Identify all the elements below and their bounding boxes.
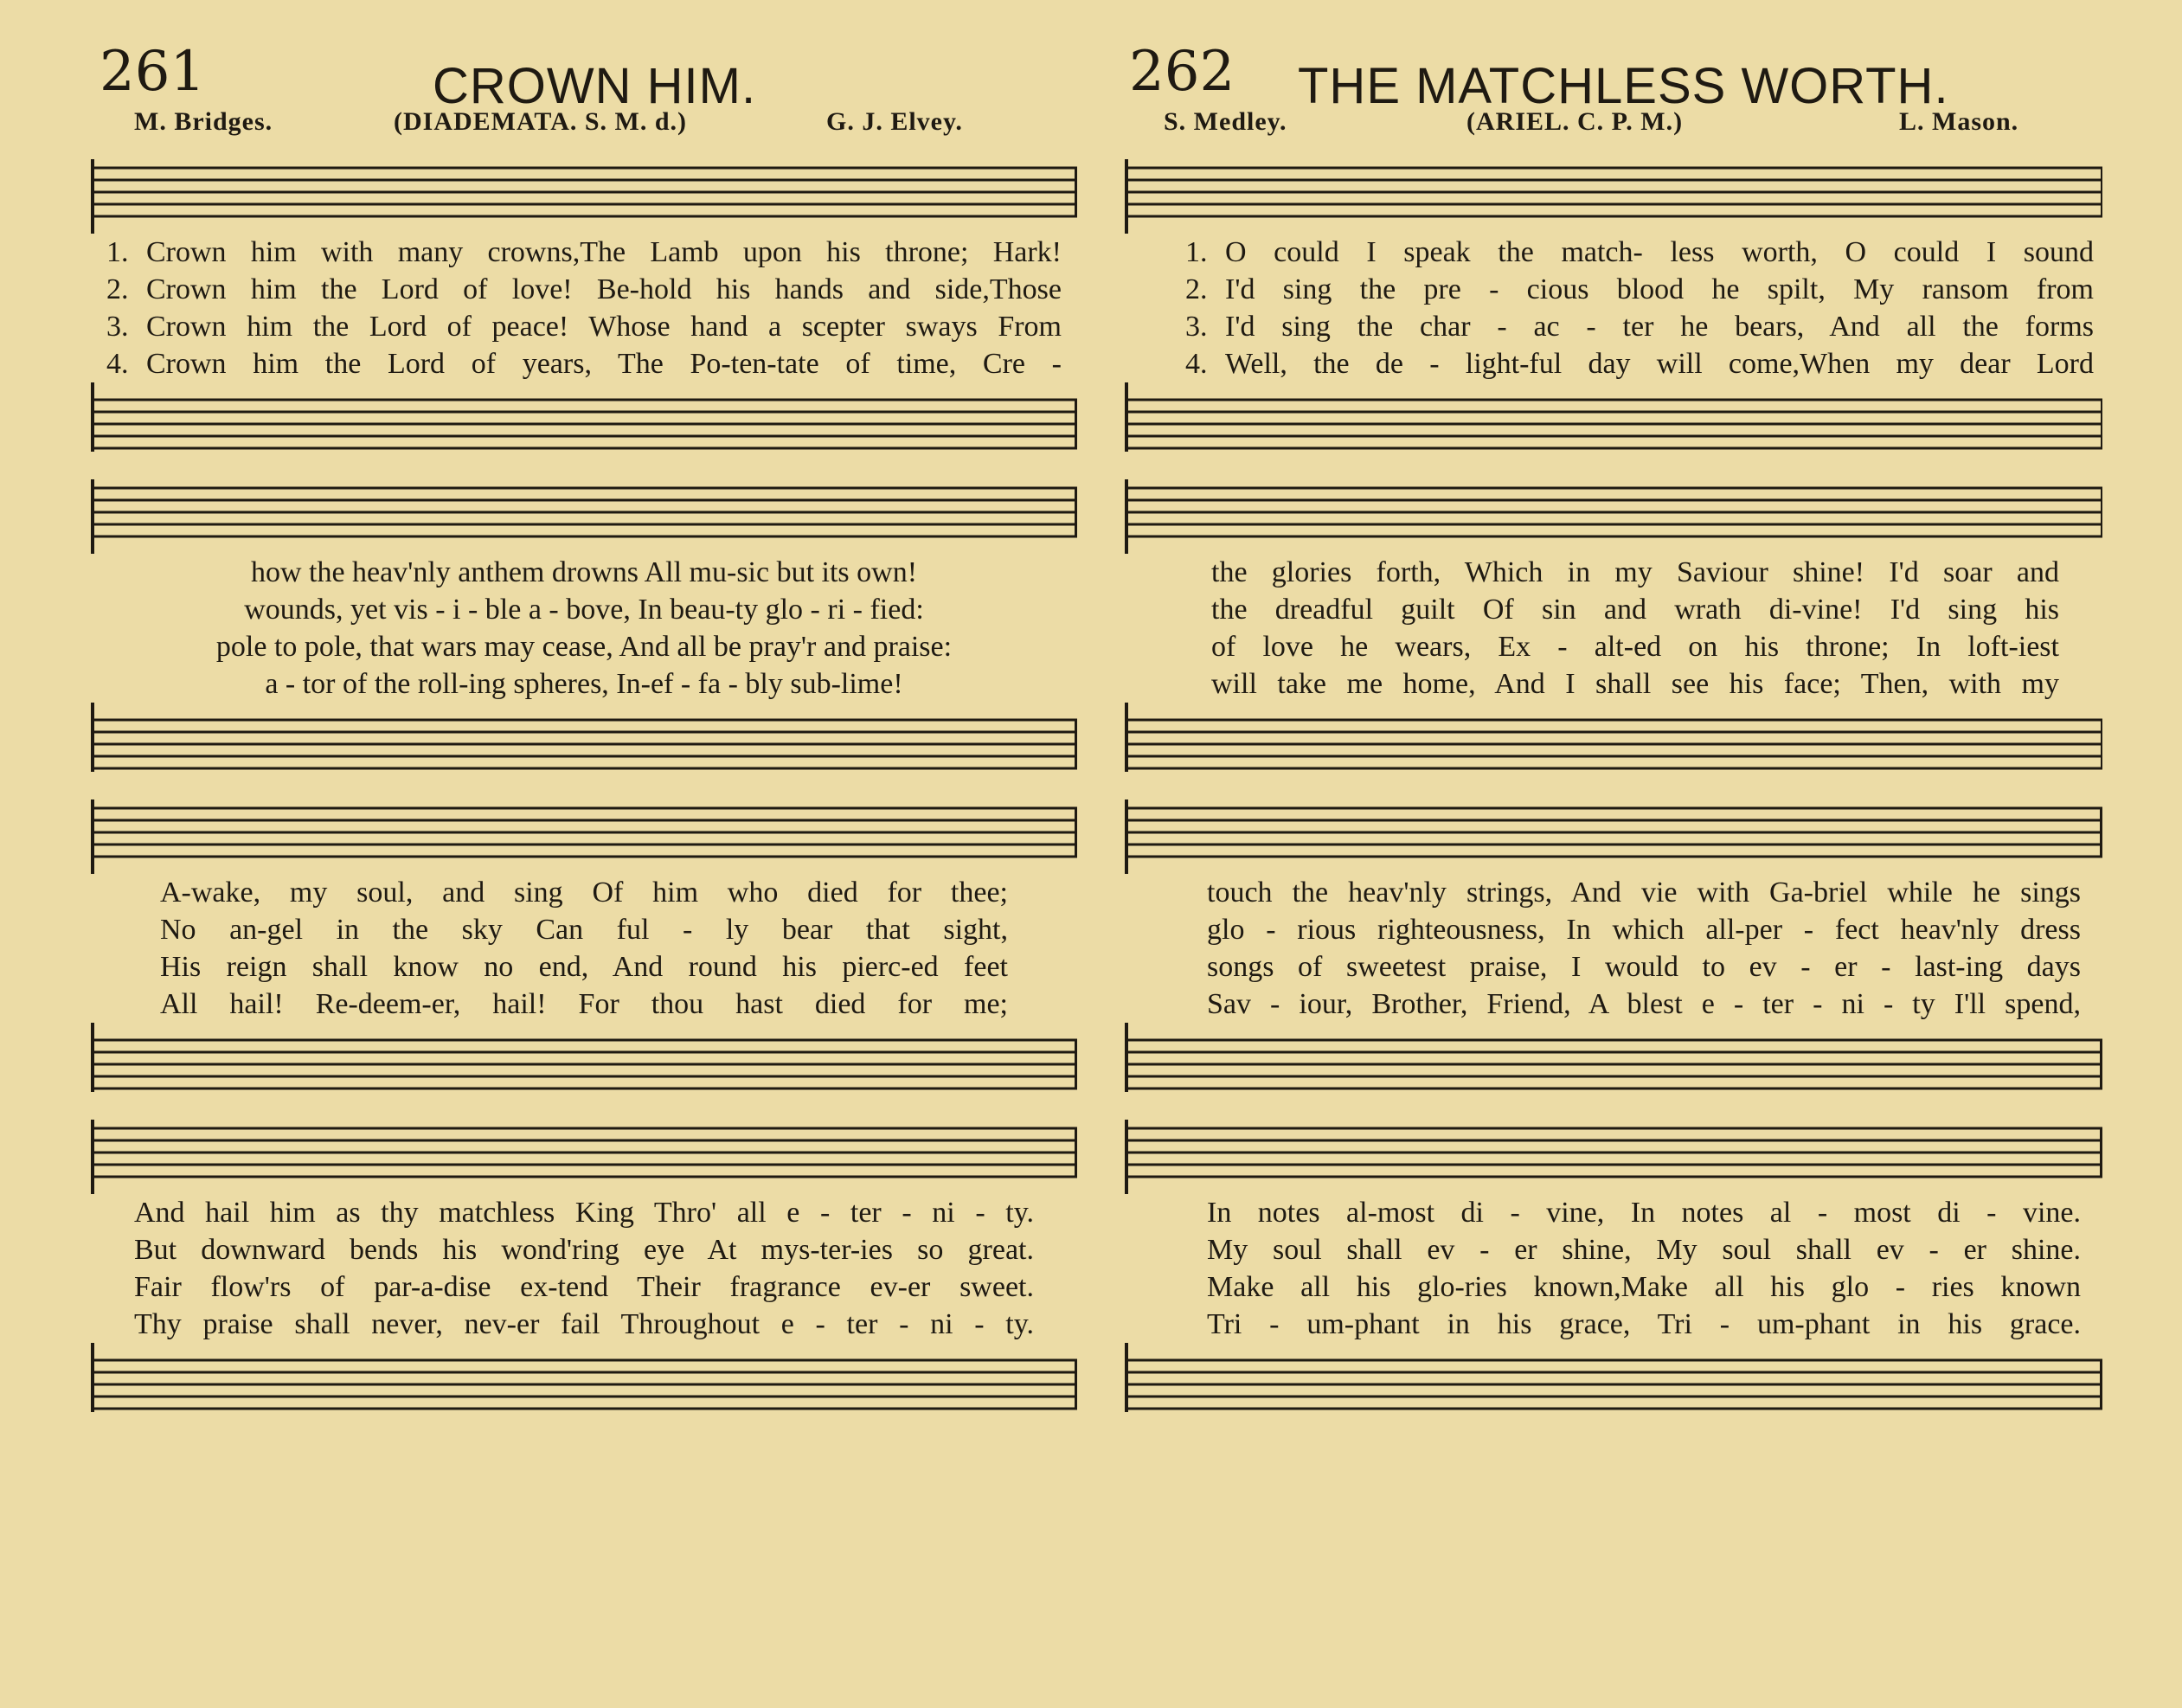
lyric-line <box>1211 554 2059 591</box>
verse-lines <box>1125 554 2102 703</box>
lyric-text: I'd sing the pre - cious blood he spilt, My ransom from <box>1225 273 2094 305</box>
lyric-text: My soul shall ev - er shine, My soul shall ev - er shine. <box>1207 1234 2081 1266</box>
music-system <box>1125 1111 2102 1426</box>
lyric-line <box>1185 271 2094 308</box>
bass-staff <box>1125 1023 2102 1106</box>
verse-lines <box>91 554 1077 703</box>
hymn-title: THE MATCHLESS WORTH. <box>1298 58 1949 114</box>
lyric-text: the dreadful guilt Of sin and wrath di-vine! I'd sing his <box>1211 594 2059 626</box>
tune-name: (ARIEL. C. P. M.) <box>1466 107 1684 136</box>
lyric-line <box>160 948 1008 986</box>
lyric-text: O could I speak the match- less worth, O could I sound <box>1225 236 2094 268</box>
treble-staff <box>1125 1111 2102 1194</box>
lyric-line <box>1185 345 2094 382</box>
hymn-261 <box>91 35 1077 1426</box>
verse-lines <box>1125 874 2102 1023</box>
hymn-number: 261 <box>99 40 206 104</box>
lyric-text: Crown him the Lord of love! Be-hold his hands and side,Those <box>146 273 1062 305</box>
bass-staff <box>91 1023 1077 1106</box>
hymn-262 <box>1125 35 2102 1426</box>
lyric-text: Well, the de - light-ful day will come,When my dear Lord <box>1225 348 2094 380</box>
lyric-text: a - tor of the roll-ing spheres, In-ef - fa - bly sub-lime! <box>265 668 903 700</box>
lyric-line <box>1207 986 2081 1023</box>
lyric-line <box>1207 1194 2081 1231</box>
composer: G. J. Elvey. <box>826 107 963 136</box>
music-system <box>91 471 1077 786</box>
lyric-line <box>106 554 1062 591</box>
lyric-text: pole to pole, that wars may cease, And all be pray'r and praise: <box>215 631 953 663</box>
lyric-text: Thy praise shall never, nev-er fail Throughout e - ter - ni - ty. <box>134 1308 1034 1340</box>
author: M. Bridges. <box>134 107 273 136</box>
lyric-text: songs of sweetest praise, I would to ev - er - last-ing days <box>1207 951 2081 983</box>
lyric-line <box>1207 874 2081 911</box>
bass-staff <box>1125 1343 2102 1426</box>
lyric-text: Sav - iour, Brother, Friend, A blest e - ter - ni - ty I'll spend, <box>1207 988 2081 1020</box>
lyric-text: All hail! Re-deem-er, hail! For thou hast died for me; <box>160 988 1008 1020</box>
lyric-text: A-wake, my soul, and sing Of him who died for thee; <box>160 876 1008 909</box>
music-system <box>91 1111 1077 1426</box>
bass-staff <box>1125 703 2102 786</box>
lyric-text: wounds, yet vis - i - ble a - bove, In beau-ty glo - ri - fied: <box>244 594 924 626</box>
author: S. Medley. <box>1164 107 1287 136</box>
lyric-text: Tri - um-phant in his grace, Tri - um-phant in his grace. <box>1207 1308 2081 1340</box>
composer: L. Mason. <box>1899 107 2019 136</box>
verse-lines <box>91 234 1077 382</box>
lyric-line <box>1185 234 2094 271</box>
lyric-line <box>134 1194 1034 1231</box>
lyric-line <box>106 628 1062 665</box>
treble-staff <box>91 1111 1077 1194</box>
bass-staff <box>1125 382 2102 466</box>
lyric-text: Crown him the Lord of peace! Whose hand a scepter sways From <box>146 311 1062 343</box>
lyric-line <box>1211 665 2059 703</box>
lyric-text: No an-gel in the sky Can ful - ly bear that sight, <box>160 914 1008 946</box>
treble-staff <box>1125 151 2102 234</box>
hymn-credits <box>91 104 1077 145</box>
treble-staff <box>1125 471 2102 554</box>
music-system <box>1125 151 2102 466</box>
hymn-header <box>1125 35 2102 114</box>
lyric-line <box>1211 628 2059 665</box>
lyric-line <box>1207 1268 2081 1306</box>
lyric-text: But downward bends his wond'ring eye At mys-ter-ies so great. <box>134 1234 1034 1266</box>
hymn-credits <box>1125 104 2102 145</box>
lyric-line <box>1207 1306 2081 1343</box>
lyric-text: And hail him as thy matchless King Thro' all e - ter - ni - ty. <box>134 1197 1034 1229</box>
verse-number: 4. <box>1185 348 1208 380</box>
lyric-line <box>106 234 1062 271</box>
music-system <box>1125 471 2102 786</box>
lyric-line <box>160 874 1008 911</box>
lyric-text: Fair flow'rs of par-a-dise ex-tend Their fragrance ev-er sweet. <box>134 1271 1034 1303</box>
lyric-line <box>1207 1231 2081 1268</box>
lyric-line <box>1185 308 2094 345</box>
lyric-line <box>134 1268 1034 1306</box>
verse-number: 1. <box>1185 236 1208 268</box>
verse-lines <box>1125 1194 2102 1343</box>
verse-lines <box>1125 234 2102 382</box>
lyric-text: In notes al-most di - vine, In notes al - most di - vine. <box>1207 1197 2081 1229</box>
verse-number: 3. <box>106 311 129 343</box>
lyric-text: I'd sing the char - ac - ter he bears, And all the forms <box>1225 311 2094 343</box>
lyric-line <box>106 271 1062 308</box>
lyric-line <box>106 591 1062 628</box>
bass-staff <box>91 382 1077 466</box>
lyric-line <box>106 345 1062 382</box>
hymn-title: CROWN HIM. <box>433 58 757 114</box>
lyric-text: glo - rious righteousness, In which all-per - fect heav'nly dress <box>1207 914 2081 946</box>
hymn-number: 262 <box>1129 40 1235 104</box>
bass-staff <box>91 703 1077 786</box>
lyric-text: Make all his glo-ries known,Make all his glo - ries known <box>1207 1271 2081 1303</box>
lyric-text: Crown him the Lord of years, The Po-ten-tate of time, Cre - <box>146 348 1062 380</box>
lyric-text: of love he wears, Ex - alt-ed on his throne; In loft-iest <box>1211 631 2059 663</box>
lyric-line <box>160 986 1008 1023</box>
treble-staff <box>91 151 1077 234</box>
treble-staff <box>91 471 1077 554</box>
lyric-line <box>134 1306 1034 1343</box>
lyric-text: touch the heav'nly strings, And vie with Ga-briel while he sings <box>1207 876 2081 909</box>
verse-number: 3. <box>1185 311 1208 343</box>
treble-staff <box>1125 791 2102 874</box>
lyric-line <box>160 911 1008 948</box>
verse-number: 1. <box>106 236 129 268</box>
treble-staff <box>91 791 1077 874</box>
bass-staff <box>91 1343 1077 1426</box>
lyric-text: how the heav'nly anthem drowns All mu-sic but its own! <box>250 556 918 588</box>
hymn-header <box>91 35 1077 114</box>
lyric-text: will take me home, And I shall see his face; Then, with my <box>1211 668 2059 700</box>
lyric-line <box>1211 591 2059 628</box>
lyric-text: Crown him with many crowns,The Lamb upon his throne; Hark! <box>146 236 1062 268</box>
verse-lines <box>91 1194 1077 1343</box>
lyric-line <box>1207 948 2081 986</box>
lyric-line <box>106 308 1062 345</box>
lyric-line <box>1207 911 2081 948</box>
verse-number: 2. <box>1185 273 1208 305</box>
lyric-line <box>106 665 1062 703</box>
verse-number: 4. <box>106 348 129 380</box>
music-system <box>91 791 1077 1106</box>
verse-lines <box>91 874 1077 1023</box>
lyric-text: the glories forth, Which in my Saviour shine! I'd soar and <box>1211 556 2059 588</box>
verse-number: 2. <box>106 273 129 305</box>
tune-name: (DIADEMATA. S. M. d.) <box>394 107 688 136</box>
music-system <box>1125 791 2102 1106</box>
lyric-text: His reign shall know no end, And round his pierc-ed feet <box>160 951 1008 983</box>
music-system <box>91 151 1077 466</box>
lyric-line <box>134 1231 1034 1268</box>
